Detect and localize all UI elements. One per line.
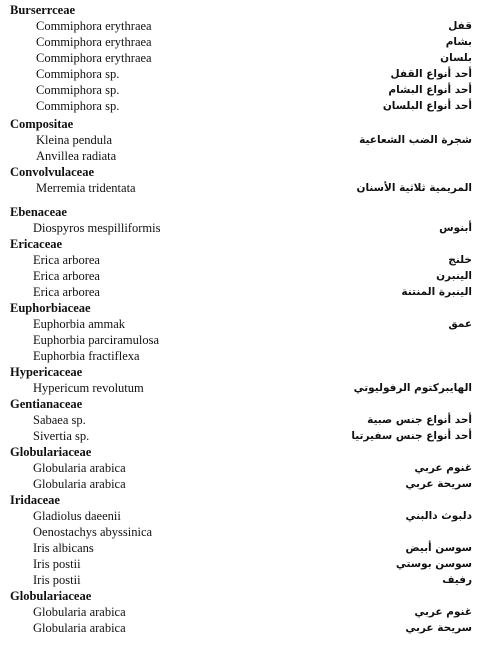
latin-name: Globularia arabica	[33, 461, 126, 475]
latin-name: Diospyros mespilliformis	[33, 221, 161, 235]
species-row	[0, 132, 480, 148]
species-row	[0, 284, 480, 300]
latin-name: Euphorbia fractiflexa	[33, 349, 140, 363]
arabic-name: بلسان	[440, 52, 472, 64]
family-row	[0, 492, 480, 508]
species-row	[0, 180, 480, 196]
family-row	[0, 588, 480, 604]
latin-name: Commiphora erythraea	[36, 51, 152, 65]
arabic-name: سوسن بوستي	[395, 558, 472, 570]
arabic-name: الينبرة المنتنة	[401, 286, 472, 298]
arabic-name: خلنج	[448, 254, 472, 266]
species-row	[0, 34, 480, 50]
latin-name: Iris albicans	[33, 541, 94, 555]
species-row	[0, 620, 480, 636]
arabic-name: سريحة عربي	[405, 622, 472, 634]
species-row	[0, 50, 480, 66]
family-row	[0, 444, 480, 460]
latin-name: Globularia arabica	[33, 621, 126, 635]
species-row	[0, 348, 480, 364]
latin-name: Oenostachys abyssinica	[33, 525, 153, 539]
arabic-name: غنوم عربي	[414, 606, 472, 618]
family-row	[0, 300, 480, 316]
arabic-name: أحد أنواع جنس صبية	[367, 414, 472, 426]
family-row	[0, 364, 480, 380]
species-row	[0, 98, 480, 114]
latin-name: Euphorbia parciramulosa	[33, 333, 159, 347]
family-name: Iridaceae	[10, 493, 60, 507]
arabic-name: بشام	[445, 36, 472, 48]
arabic-name: المريمية ثلاثية الأسنان	[356, 182, 472, 194]
latin-name: Sivertia sp.	[33, 429, 90, 443]
family-row	[0, 204, 480, 220]
latin-name: Sabaea sp.	[33, 413, 86, 427]
family-name: Globulariaceae	[10, 589, 92, 603]
family-name: Hypericaceae	[10, 365, 83, 379]
species-row	[0, 220, 480, 236]
species-row	[0, 556, 480, 572]
species-row	[0, 540, 480, 556]
species-row	[0, 508, 480, 524]
latin-name: Anvillea radiata	[36, 149, 117, 163]
species-row	[0, 148, 480, 164]
arabic-name: قفل	[448, 20, 472, 32]
arabic-name: أحد أنواع البلسان	[382, 100, 472, 112]
species-row	[0, 428, 480, 444]
species-row	[0, 316, 480, 332]
species-row	[0, 572, 480, 588]
arabic-name: سوسن أبيض	[405, 542, 472, 554]
arabic-name: رفيف	[442, 574, 472, 586]
species-row	[0, 18, 480, 34]
latin-name: Iris postii	[33, 557, 81, 571]
species-row	[0, 604, 480, 620]
arabic-name: أحد أنواع القفل	[390, 68, 472, 80]
family-name: Ericaceae	[10, 237, 63, 251]
latin-name: Gladiolus daeenii	[33, 509, 121, 523]
arabic-name: غنوم عربي	[414, 462, 472, 474]
latin-name: Euphorbia ammak	[33, 317, 125, 331]
arabic-name: أحد أنواع جنس سفيرتيا	[351, 430, 472, 442]
species-row	[0, 252, 480, 268]
arabic-name: عمق	[448, 318, 472, 330]
latin-name: Globularia arabica	[33, 605, 126, 619]
latin-name: Commiphora erythraea	[36, 19, 152, 33]
family-name: Gentianaceae	[10, 397, 83, 411]
arabic-name: دلبوث دالبني	[405, 510, 472, 522]
family-row	[0, 236, 480, 252]
latin-name: Commiphora erythraea	[36, 35, 152, 49]
arabic-name: الهايبركتوم الرفوليوتي	[353, 382, 472, 394]
species-row	[0, 332, 480, 348]
species-row	[0, 82, 480, 98]
family-name: Burserrceae	[10, 3, 76, 17]
species-row	[0, 476, 480, 492]
latin-name: Kleina pendula	[36, 133, 113, 147]
species-row	[0, 268, 480, 284]
arabic-name: أبنوس	[439, 222, 472, 234]
species-row	[0, 380, 480, 396]
species-row	[0, 66, 480, 82]
family-name: Ebenaceae	[10, 205, 67, 219]
latin-name: Iris postii	[33, 573, 81, 587]
family-row	[0, 396, 480, 412]
arabic-name: سريحة عربي	[405, 478, 472, 490]
species-row	[0, 524, 480, 540]
arabic-name: أحد أنواع البشام	[388, 84, 472, 96]
arabic-name: الينبرن	[436, 270, 472, 282]
family-name: Compositae	[10, 117, 74, 131]
species-row	[0, 412, 480, 428]
family-name: Convolvulaceae	[10, 165, 95, 179]
latin-name: Globularia arabica	[33, 477, 126, 491]
family-name: Euphorbiaceae	[10, 301, 91, 315]
species-row	[0, 460, 480, 476]
family-row	[0, 116, 480, 132]
latin-name: Erica arborea	[33, 285, 100, 299]
latin-name: Erica arborea	[33, 269, 100, 283]
family-row	[0, 164, 480, 180]
latin-name: Commiphora sp.	[36, 83, 120, 97]
latin-name: Merremia tridentata	[36, 181, 136, 195]
latin-name: Hypericum revolutum	[33, 381, 144, 395]
latin-name: Commiphora sp.	[36, 99, 120, 113]
family-row	[0, 2, 480, 18]
family-name: Globulariaceae	[10, 445, 92, 459]
latin-name: Erica arborea	[33, 253, 100, 267]
arabic-name: شجرة الضب الشعاعية	[359, 134, 472, 146]
latin-name: Commiphora sp.	[36, 67, 120, 81]
